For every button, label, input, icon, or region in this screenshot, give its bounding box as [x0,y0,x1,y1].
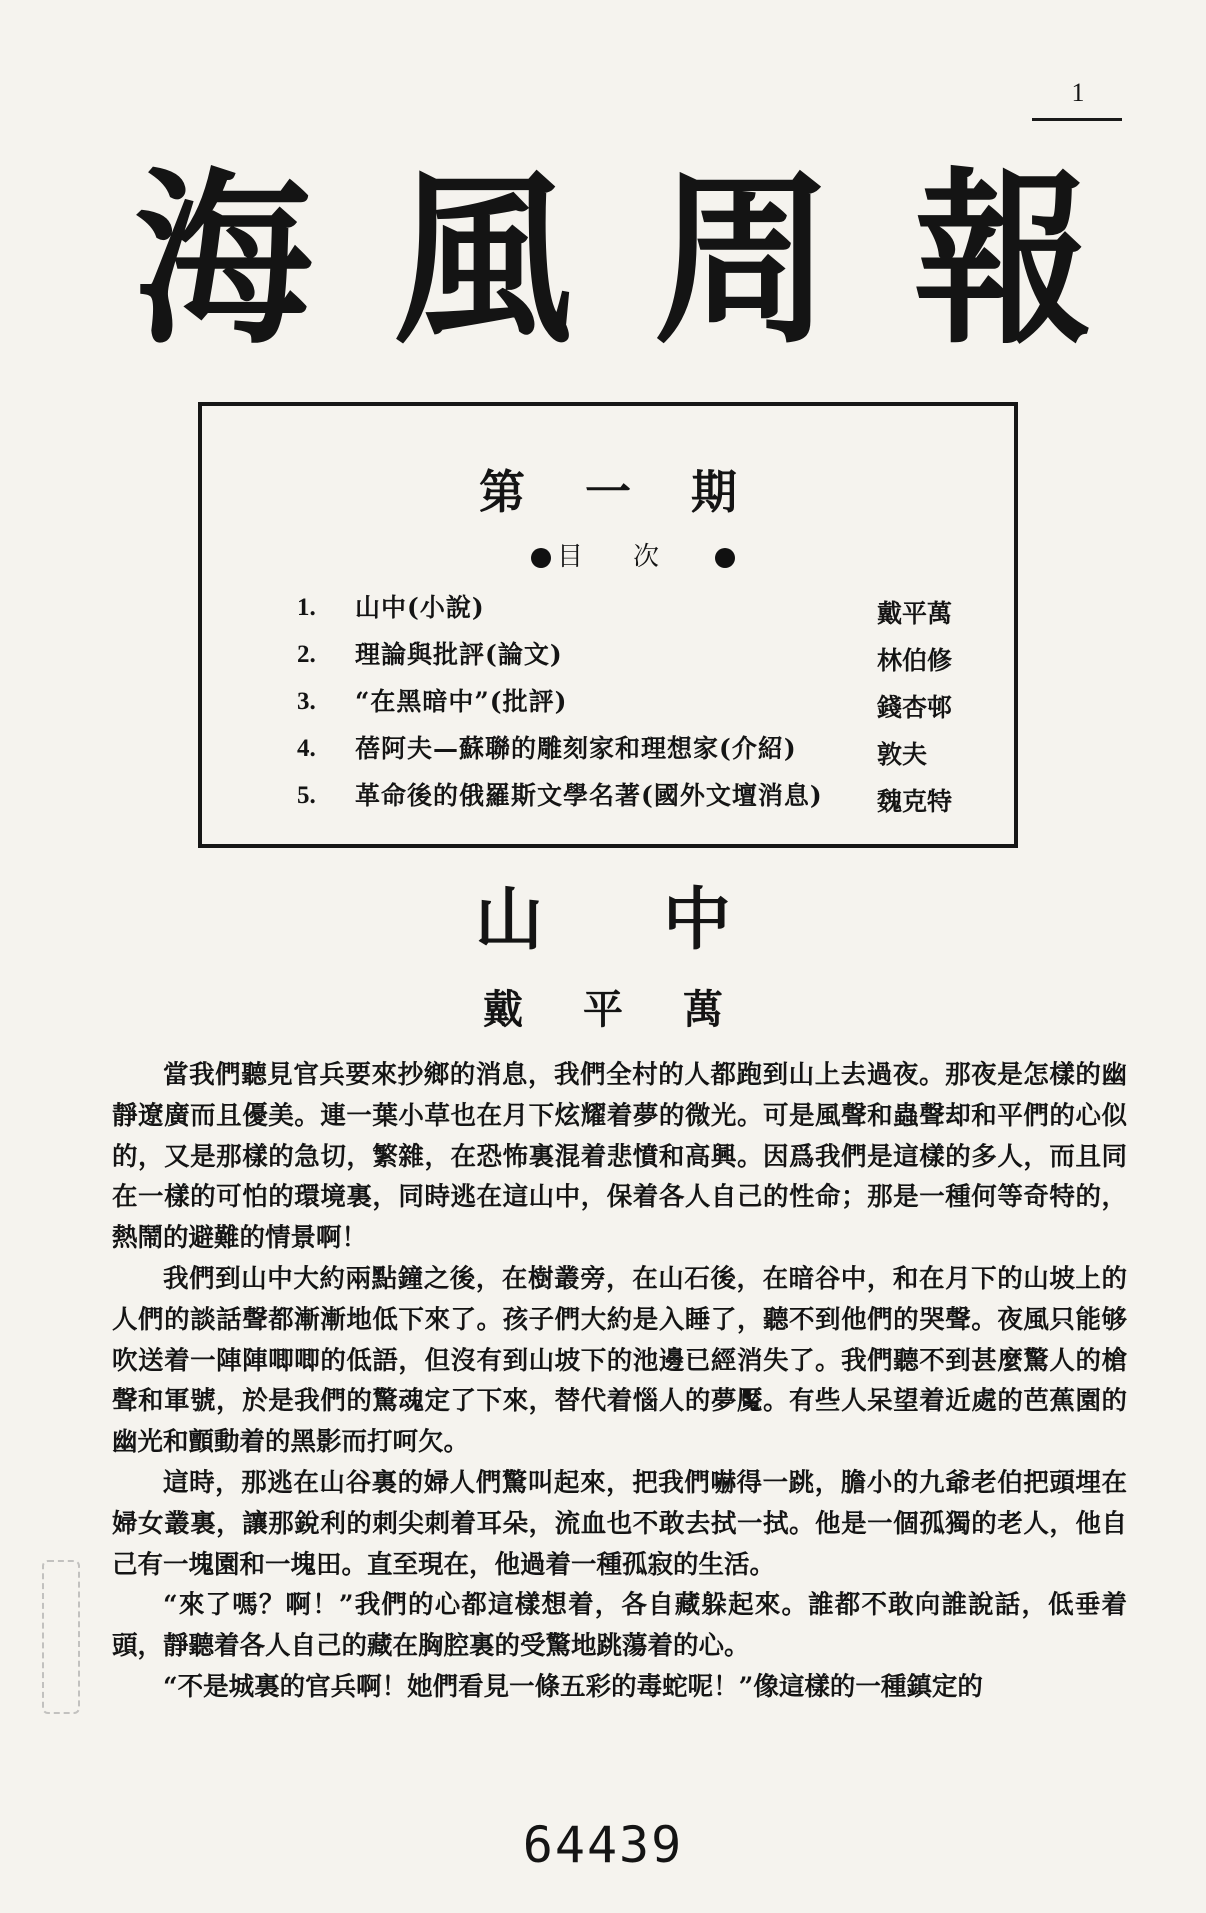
masthead [118,150,1108,370]
article-paragraph: 當我們聽見官兵要來抄鄉的消息，我們全村的人都跑到山上去過夜。那夜是怎樣的幽靜遼廣而且優美。連一葉小草也在月下炫耀着夢的微光。可是風聲和蟲聲却和平們的心似的，又是那樣的急切，繁雜，在恐怖裏混着悲憤和高興。因爲我們是這樣的多人，而且同在一樣的可怕的環境裏，同時逃在這山中，保着各人自己的性命；那是一種何等奇特的，熱鬧的避難的情景啊！ [112,1060,1127,1254]
toc-item-number: 2. [297,641,316,668]
toc-item-title: 蓓阿夫—蘇聯的雕刻家和理想家(介紹) [355,734,797,763]
toc-item [297,678,997,725]
article-paragraph: “來了嗎？啊！”我們的心都這樣想着，各自藏躲起來。誰都不敢向誰說話，低垂着頭，靜聽着各人自己的藏在胸腔裏的受驚地跳蕩着的心。 [112,1590,1127,1662]
bullet-dot-icon [715,548,735,568]
article-author: 戴平萬 [483,986,783,1033]
bullet-dot-icon [531,548,551,568]
page-number-rule [1032,118,1122,121]
accession-number: 64439 [522,1816,684,1874]
toc-heading-label: 目次 [556,542,709,572]
masthead-char: 風 [394,149,572,370]
article-paragraph: 這時，那逃在山谷裏的婦人們驚叫起來，把我們嚇得一跳，膽小的九爺老伯把頭埋在婦女叢裏，讓那銳利的刺尖刺着耳朵，流血也不敢去拭一拭。他是一個孤獨的老人，他自己有一塊園和一塊田。直至現在，他過着一種孤寂的生活。 [112,1467,1127,1580]
masthead-char: 報 [914,149,1092,370]
toc-item-author: 錢杏邨 [877,693,953,722]
toc-item [297,584,997,631]
article-paragraph: “不是城裏的官兵啊！她們看見一條五彩的毒蛇呢！”像這樣的一種鎮定的 [163,1671,983,1702]
article-paragraph: 我們到山中大約兩點鐘之後，在樹叢旁，在山石後，在暗谷中，和在月下的山坡上的人們的談話聲都漸漸地低下來了。孩子們大約是入睡了，聽不到他們的哭聲。夜風只能够吹送着一陣陣唧唧的低語，但沒有到山坡下的池邊已經消失了。我們聽不到甚麼驚人的槍聲和軍號，於是我們的驚魂定了下來，替代着惱人的夢魘。有些人呆望着近處的芭蕉園的幽光和顫動着的黑影而打呵欠。 [112,1263,1127,1458]
toc-item [297,725,997,772]
toc-item-number: 1. [297,594,316,621]
library-stamp [42,1560,80,1714]
article-title: 山中 [474,880,851,960]
article-body [112,1055,1127,1708]
toc-item-title: 革命後的俄羅斯文學名著(國外文壇消息) [355,781,823,810]
toc-item-number: 4. [297,735,316,762]
toc-item-author: 林伯修 [877,646,953,675]
masthead-char: 海 [134,149,312,370]
toc-item-number: 3. [297,688,316,715]
toc-item-author: 魏克特 [877,787,953,816]
masthead-char: 周 [654,149,832,370]
toc-heading [202,536,1014,573]
toc-item [297,631,997,678]
toc-item-title: 山中(小說) [355,593,485,622]
toc-item [297,772,997,819]
toc-item-author: 戴平萬 [877,599,953,628]
issue-title: 第一期 [479,465,797,519]
toc-item-title: 理論與批評(論文) [355,640,563,669]
page-number: 1 [1071,78,1085,107]
toc-list [297,584,997,819]
toc-item-number: 5. [297,782,316,809]
toc-item-title: “在黑暗中”(批評) [355,687,568,716]
toc-item-author: 敦夫 [877,740,928,769]
table-of-contents-box [198,402,1018,848]
